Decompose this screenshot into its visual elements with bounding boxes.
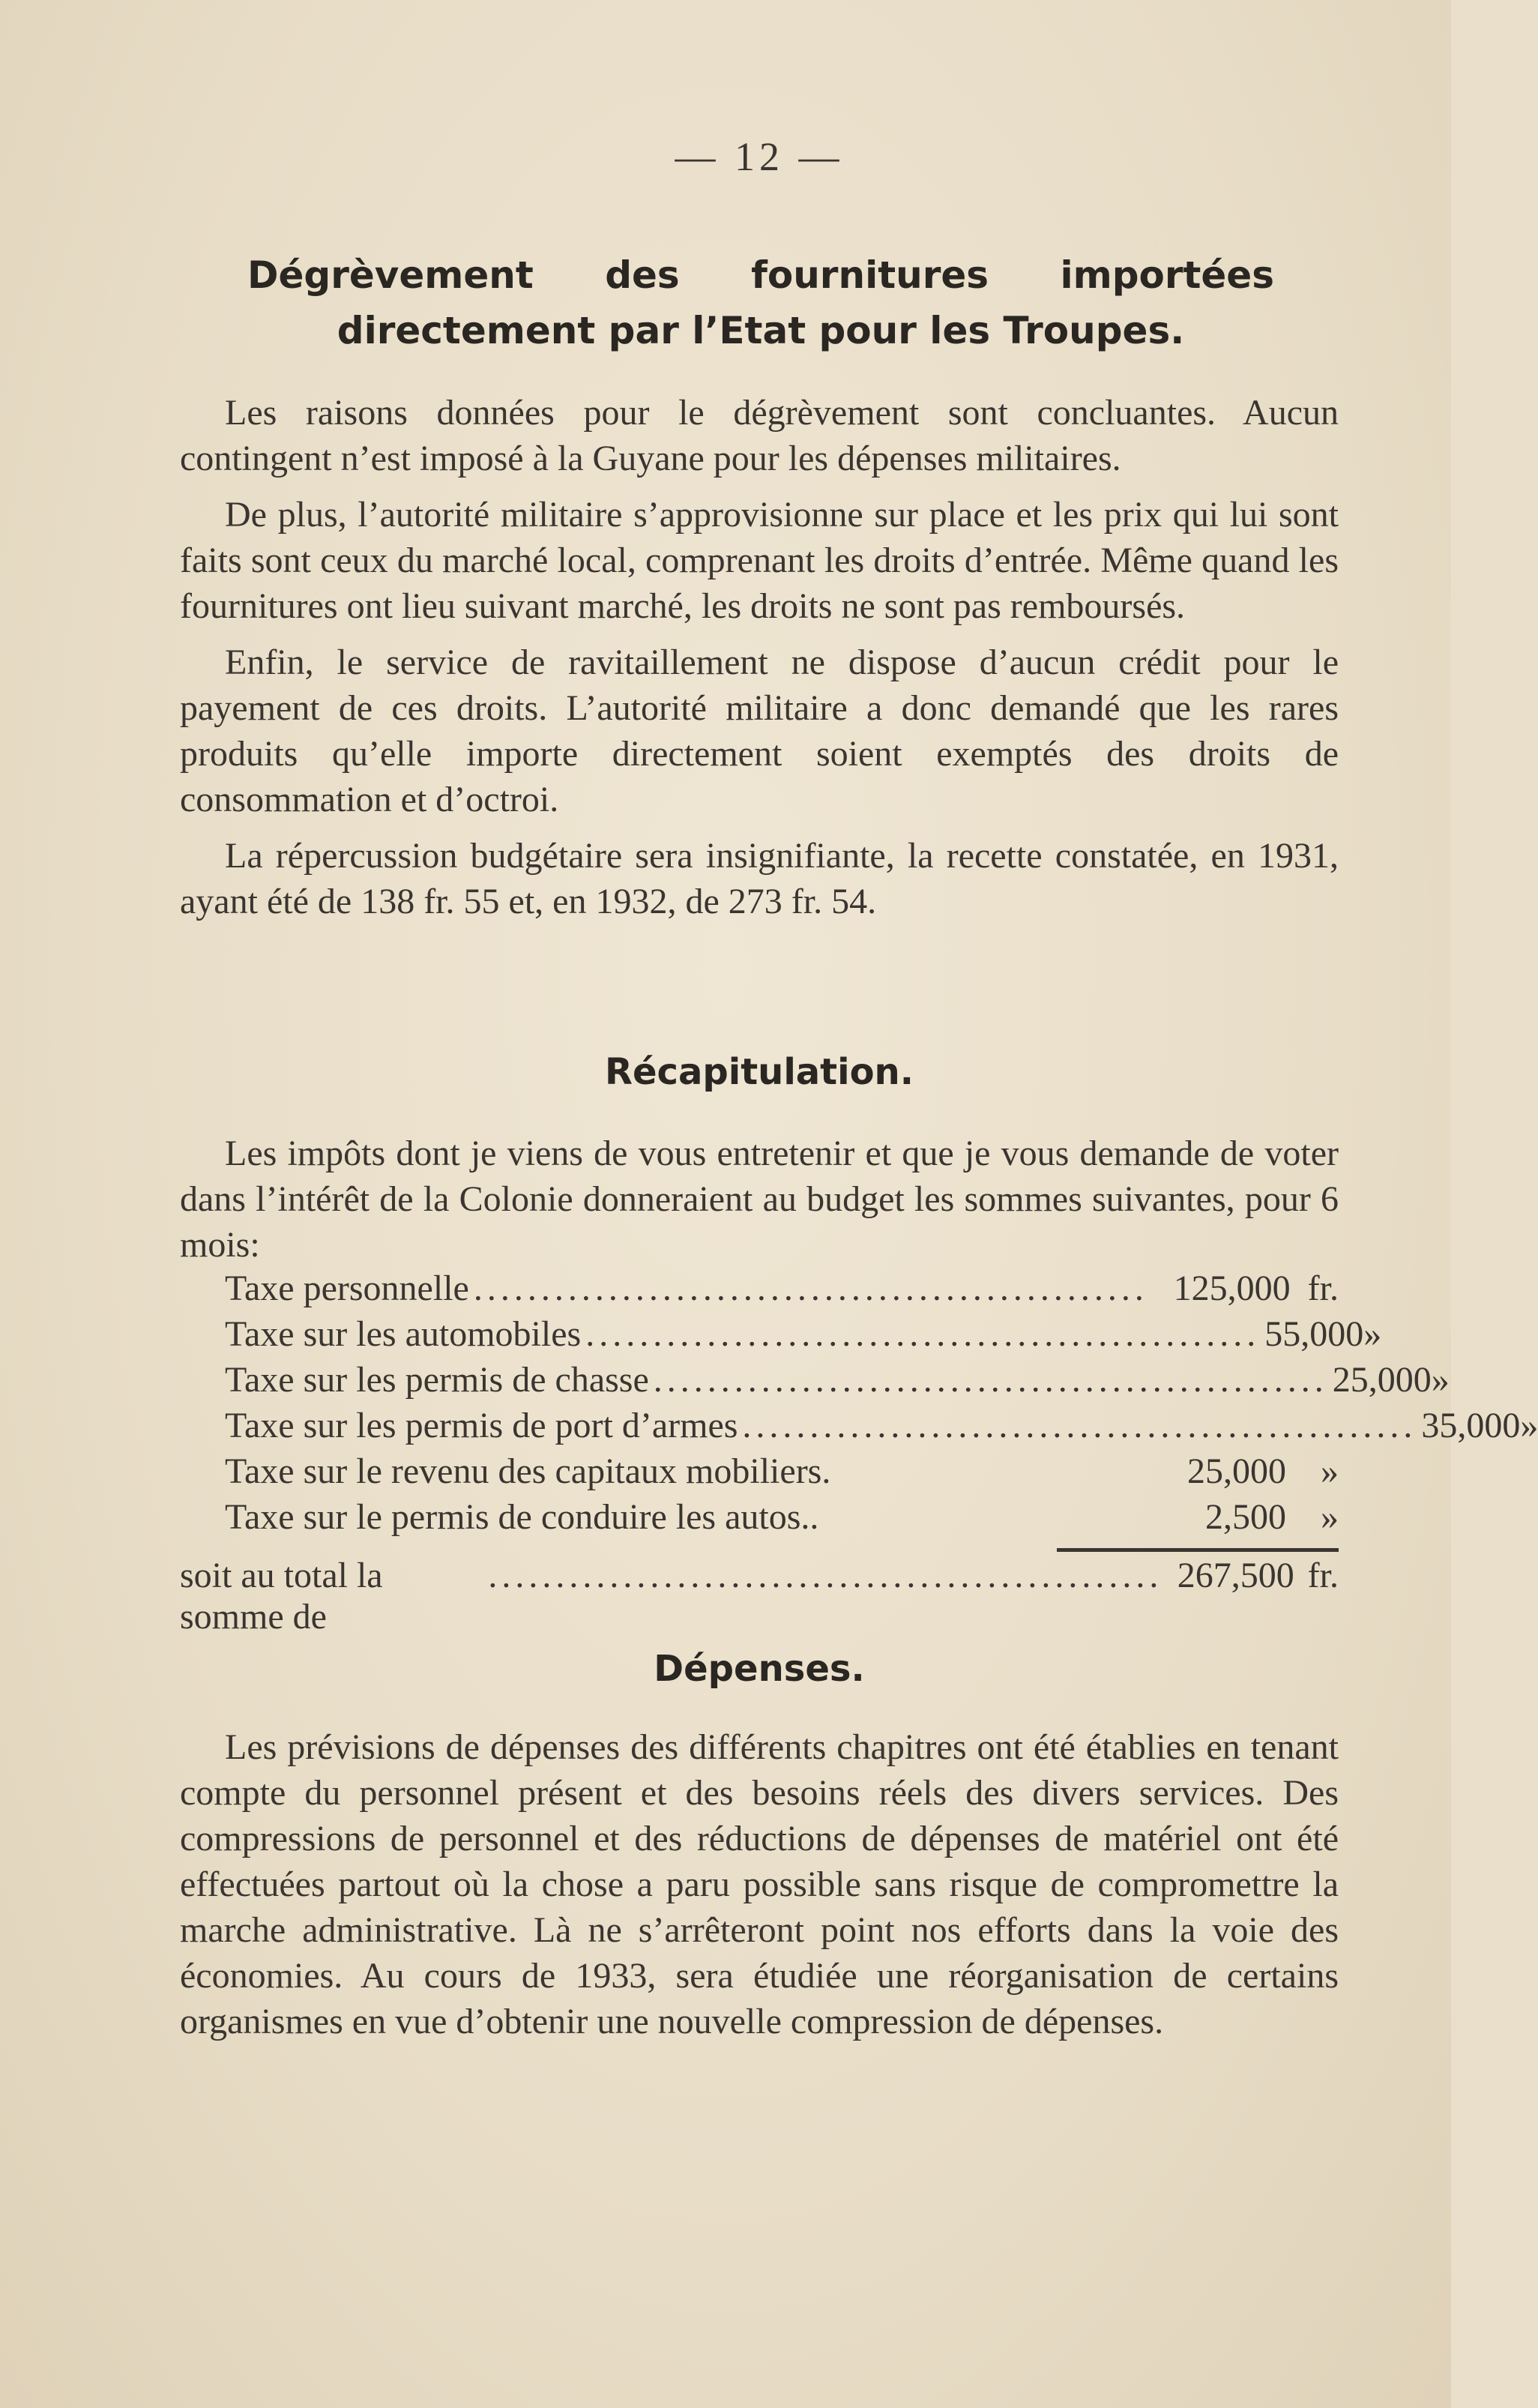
dot-leader: ..................................................	[653, 1360, 1328, 1400]
heading-word: Dégrèvement	[247, 253, 534, 297]
tax-label: Taxe sur le revenu des capitaux mobiliers.	[225, 1451, 831, 1491]
heading-line-2: directement par l’Etat pour les Troupes.	[337, 309, 1185, 352]
tax-amount: 125,000	[1173, 1268, 1291, 1308]
heading-word: fournitures	[751, 253, 989, 297]
tax-amount: 25,000	[1187, 1451, 1286, 1491]
heading-word: importées	[1060, 253, 1274, 297]
total-label: soit au total la somme de	[180, 1556, 383, 1637]
heading-degrevement	[247, 247, 1274, 358]
dot-leader: ..................................................	[585, 1314, 1261, 1354]
tax-row	[180, 1405, 1538, 1451]
tax-row	[180, 1313, 1382, 1359]
tax-row	[180, 1496, 1339, 1542]
section-recapitulation-body	[180, 1131, 1538, 1637]
paragraph: Les raisons données pour le dégrèvement sont concluantes. Aucun contingent n’est imposé à la Guyane pour les dépenses militaires.	[180, 393, 1339, 478]
tax-amount: 25,000	[1332, 1360, 1432, 1400]
tax-label: Taxe sur les permis de chasse	[225, 1360, 649, 1400]
section-depenses-body	[180, 1724, 1339, 2044]
heading-depenses: Dépenses.	[654, 1648, 865, 1690]
tax-label: Taxe sur le permis de conduire les autos..	[225, 1497, 819, 1537]
paragraph: La répercussion budgétaire sera insignifiante, la recette constatée, en 1931, ayant été de 138 fr. 55 et, en 1932, de 273 fr. 54.	[180, 836, 1339, 921]
tax-label: Taxe sur les permis de port d’armes	[225, 1406, 738, 1445]
paragraph: Enfin, le service de ravitaillement ne dispose d’aucun crédit pour le payement de ces droits. L’autorité militaire a donc demandé que les rares produits qu’elle importe directement soient exemptés des droits de consommation et d’octroi.	[180, 642, 1339, 819]
dot-leader: ..................................................	[742, 1406, 1417, 1445]
tax-list	[180, 1268, 1538, 1542]
tax-unit: »	[1520, 1406, 1538, 1445]
heading-recapitulation: Récapitulation.	[605, 1051, 914, 1093]
section-degrevement-body	[180, 390, 1339, 924]
tax-amount: 55,000	[1264, 1314, 1364, 1354]
tax-unit: »	[1321, 1497, 1339, 1537]
tax-label: Taxe personnelle	[225, 1268, 469, 1308]
tax-row	[180, 1451, 1339, 1496]
tax-unit: fr.	[1307, 1268, 1339, 1308]
total-row	[180, 1555, 1339, 1637]
paragraph: De plus, l’autorité militaire s’approvisionne sur place et les prix qui lui sont faits sont ceux du marché local, comprenant les droits d’entrée. Même quand les fournitures ont lieu suivant marché, les droits ne sont pas remboursés.	[180, 495, 1339, 626]
tax-row	[180, 1268, 1339, 1313]
tax-amount: 35,000	[1421, 1406, 1521, 1445]
total-rule	[1057, 1548, 1339, 1552]
heading-word: des	[605, 253, 680, 297]
tax-unit: »	[1363, 1314, 1382, 1354]
tax-row	[180, 1359, 1450, 1405]
paragraph-intro: Les impôts dont je viens de vous entretenir et que je vous demande de voter dans l’intérêt de la Colonie donneraient au budget les sommes suivantes, pour 6 mois:	[180, 1134, 1339, 1265]
tax-amount: 2,500	[1205, 1497, 1286, 1537]
total-unit: fr.	[1307, 1556, 1339, 1595]
heading-line-1	[247, 247, 1274, 303]
total-amount: 267,500	[1177, 1556, 1294, 1595]
dot-leader: ..................................................	[473, 1268, 1148, 1308]
tax-unit: »	[1321, 1451, 1339, 1491]
paragraph: Les prévisions de dépenses des différents chapitres ont été établies en tenant compte du personnel présent et des besoins réels des divers services. Des compressions de personnel et des réductions de dépenses de matériel ont été effectuées partout où la chose a paru possible sans risque de compromettre la marche administrative. Là ne s’arrêteront point nos efforts dans la voie des économies. Au cours de 1933, sera étudiée une réorganisation de certains organismes en vue d’obtenir une nouvelle compression de dépenses.	[180, 1727, 1339, 2041]
tax-unit: »	[1431, 1360, 1450, 1400]
tax-label: Taxe sur les automobiles	[225, 1314, 582, 1354]
dot-leader: ..................................................	[488, 1556, 1163, 1595]
page-number: — 12 —	[675, 134, 844, 179]
